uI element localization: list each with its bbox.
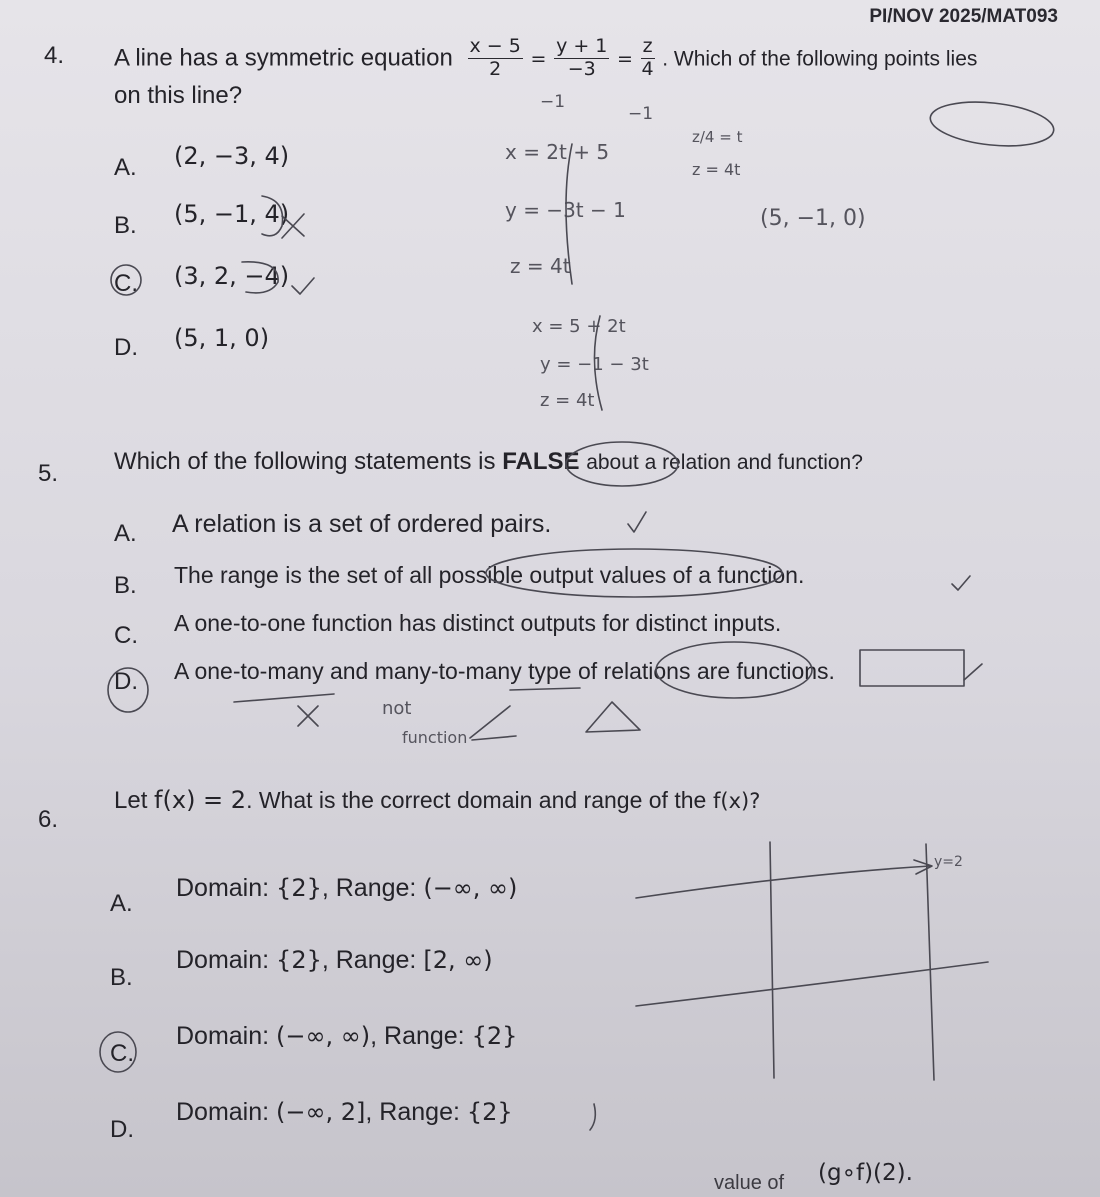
q7-partial-text: value of [714, 1172, 785, 1194]
q6-option-d[interactable]: Domain: (−∞, 2], Range: {2} [176, 1098, 513, 1126]
q5d-cross-mark [298, 706, 318, 726]
note-not: not [382, 698, 412, 719]
graph-axis-vertical [770, 842, 774, 1078]
one-to-many-underline [234, 694, 334, 702]
q4-option-d[interactable]: (5, 1, 0) [174, 324, 270, 352]
q4-symmetric-equation: $\frac{x - 5}{2}$ = $\frac{y + 1}{-3}$ = $\frac{z}{4}$ [469, 35, 654, 80]
q6-text: Let f(x) = 2. What is the correct domain and range of the f(x)? [114, 786, 761, 814]
q5b-check-mark [952, 576, 970, 590]
q4-text-before: A line has a symmetric equation [114, 44, 453, 72]
brace-scribble [590, 1104, 595, 1130]
q6-function: f(x) = 2 [154, 786, 247, 814]
note-y-param: y = −3t − 1 [505, 198, 626, 222]
note-x-param: x = 2t + 5 [505, 140, 610, 164]
q6-option-c-letter: C. [110, 1040, 134, 1067]
note-x-param-2: x = 5 + 2t [532, 316, 626, 337]
c-check-mark [292, 278, 314, 294]
q4-option-a[interactable]: (2, −3, 4) [174, 142, 290, 170]
q4-number: 4. [44, 42, 65, 69]
q4-frac-y: $\frac{y + 1}{-3}$ [556, 35, 608, 80]
q4-option-d-letter: D. [114, 334, 138, 361]
q6-number: 6. [38, 806, 59, 833]
q5a-check-mark [628, 512, 646, 532]
note-z-over-4: z/4 = t [692, 128, 743, 146]
q4-frac-z: $\frac{z}{4}$ [641, 35, 654, 80]
q5-option-b-letter: B. [114, 572, 137, 599]
arrow-scribble [470, 706, 516, 740]
graph-arrow [914, 860, 932, 874]
q6-option-c[interactable]: Domain: (−∞, ∞), Range: {2} [176, 1022, 518, 1050]
note-graph-label: y=2 [934, 854, 963, 870]
q6-option-a[interactable]: Domain: {2}, Range: (−∞, ∞) [176, 874, 518, 902]
q4-option-b[interactable]: (5, −1, 4) [174, 200, 290, 228]
note-y-param-2: y = −1 − 3t [540, 354, 649, 375]
q4-option-c-letter: C. [114, 270, 138, 297]
q5-option-a-letter: A. [114, 520, 137, 547]
q5-option-d-letter: D. [114, 668, 138, 695]
q5-option-d[interactable]: A one-to-many and many-to-many type of relations are functions. [174, 658, 835, 684]
q4-option-c[interactable]: (3, 2, −4) [174, 262, 290, 290]
q5-option-a[interactable]: A relation is a set of ordered pairs. [172, 510, 552, 538]
q6-option-b[interactable]: Domain: {2}, Range: [2, ∞) [176, 946, 493, 974]
q5-text: Which of the following statements is FALSE about a relation and function? [114, 448, 863, 475]
q4-text-after: . Which of the following points lies [662, 47, 978, 71]
note-z-4t: z = 4t [692, 160, 741, 179]
q5-option-c-letter: C. [114, 622, 138, 649]
functions-box [860, 650, 964, 686]
many-to-many-underline [510, 688, 580, 690]
q5-false-word: FALSE [502, 448, 580, 475]
note-minus-one-a: −1 [540, 92, 566, 112]
q5-number: 5. [38, 460, 59, 487]
points-circle [928, 97, 1056, 152]
q6-option-b-letter: B. [110, 964, 133, 991]
note-minus-one-b: −1 [628, 104, 654, 124]
note-point: (5, −1, 0) [760, 206, 866, 231]
q4-option-b-letter: B. [114, 212, 137, 239]
q4-text-line2: on this line? [114, 82, 243, 109]
q6-option-a-letter: A. [110, 890, 133, 917]
q5-option-b[interactable]: The range is the set of all possible output values of a function. [174, 562, 805, 588]
note-z-param: z = 4t [510, 254, 571, 278]
note-z-param-2: z = 4t [540, 390, 595, 411]
q6-option-d-letter: D. [110, 1116, 134, 1143]
q4-option-a-letter: A. [114, 154, 137, 181]
q4-text [114, 36, 977, 81]
graph-axis-horizontal-2 [636, 962, 988, 1006]
graph-axis-horizontal [636, 866, 930, 898]
note-function: function [402, 728, 468, 747]
q4-frac-x: $\frac{x - 5}{2}$ [469, 35, 521, 80]
graph-axis-vertical-2 [926, 844, 934, 1080]
q5-option-c[interactable]: A one-to-one function has distinct outputs for distinct inputs. [174, 610, 782, 636]
q7-expression: (g∘f)(2). [818, 1160, 913, 1186]
triangle-doodle [586, 702, 640, 732]
q5d-check-mark [964, 664, 982, 680]
exam-code: PI/NOV 2025/MAT093 [869, 6, 1058, 27]
